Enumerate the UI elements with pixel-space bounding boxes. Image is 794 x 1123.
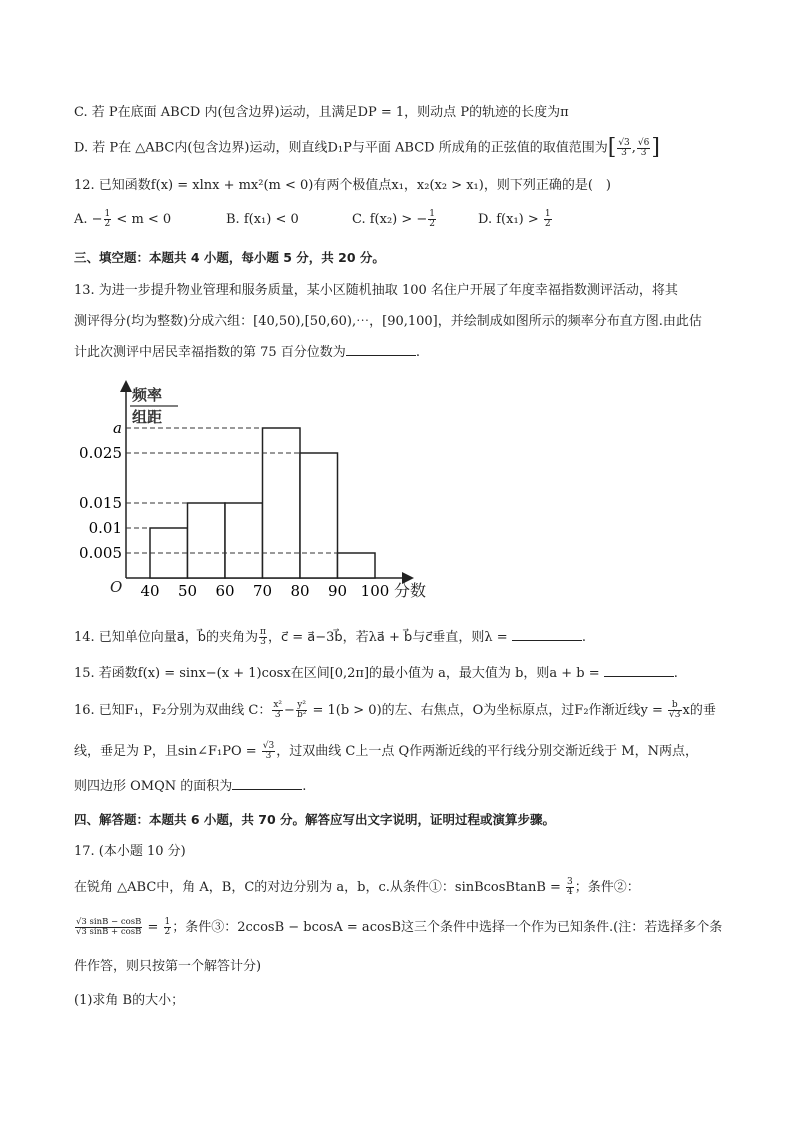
option-d: D. 若 P在 △ABC内(包含边界)运动，则直线D₁P与平面 ABCD 所成角的正弦值的取值范围为[ $\frac{√3}{3}$ , $\frac{√6}{3}$ ]: [74, 135, 660, 160]
q12-option-c: C. f(x₂) > − $\frac{1}{2}$: [352, 209, 436, 229]
y-label-bottom: 组距: [132, 408, 163, 426]
answer-blank-14: [512, 628, 582, 641]
question-17-line2: $\frac{√3 \sin B - \cos B}{√3 \sin B + \cos B}$ = $\frac{1}{2}$ ；条件③：2ccosB − bcosA = acosB这三个条件中选择一个作为已知条件.(注：若选择多个条: [76, 917, 723, 937]
question-12: 12. 已知函数f(x) = xlnx + mx²(m < 0)有两个极值点x₁，x₂(x₂ > x₁)，则下列正确的是( ): [74, 178, 611, 193]
range-low-fraction: $\frac{√3}{3}$: [618, 137, 630, 158]
question-16-line1: 16. 已知F₁，F₂分别为双曲线 C： $\frac{\text{x²}}{3}$ − $\frac{\text{y²}}{\text{b²}}$ = 1(b > 0)的左、右焦点，O为坐标原点，过F₂作渐近线y = $\frac{b}{√3}$ x的垂: [74, 700, 716, 720]
question-17-heading: 17. (本小题 10 分): [74, 844, 186, 859]
question-13-line1: 13. 为进一步提升物业管理和服务质量，某小区随机抽取 100 名住户开展了年度幸福指数测评活动，将其: [74, 283, 678, 298]
histogram-bar-5: [338, 553, 376, 578]
x-tick-label-0: 40: [140, 582, 160, 600]
question-13-line3: 计此次测评中居民幸福指数的第 75 百分位数为 .: [74, 345, 420, 360]
question-13-line2: 测评得分(均为整数)分成六组：[40,50),[50,60),⋯，[90,100]，并绘制成如图所示的频率分布直方图.由此估: [74, 314, 702, 329]
q12-option-d: D. f(x₁) > $\frac{1}{2}$: [478, 209, 551, 229]
histogram-bar-2: [225, 503, 263, 578]
q12-option-b: B. f(x₁) < 0: [226, 212, 299, 227]
x-tick-label-4: 80: [290, 582, 310, 600]
question-16-line3: 则四边形 OMQN 的面积为 .: [74, 779, 307, 794]
y-tick-label-4: a: [113, 419, 122, 437]
origin-label: O: [110, 578, 123, 596]
y-tick-label-2: 0.015: [79, 494, 122, 512]
y-tick-label-0: 0.005: [79, 544, 122, 562]
option-c: C. 若 P在底面 ABCD 内(包含边界)运动，且满足DP = 1，则动点 P的轨迹的长度为π: [74, 105, 569, 120]
y-tick-label-3: 0.025: [79, 444, 122, 462]
histogram-bar-4: [300, 453, 338, 578]
range-high-fraction: $\frac{√6}{3}$: [637, 137, 650, 158]
x-tick-label-3: 70: [252, 582, 273, 600]
bracket-left: [: [607, 135, 617, 160]
question-17-line3: 件作答，则只按第一个解答计分): [74, 959, 262, 974]
bracket-right: ]: [651, 135, 660, 160]
frequency-histogram: [70, 378, 427, 608]
section-3-heading: 三、填空题：本题共 4 小题，每小题 5 分，共 20 分。: [74, 250, 385, 265]
question-17-line1: 在锐角 △ABC中，角 A，B，C的对边分别为 a，b，c.从条件①：sinBcosBtanB = $\frac{3}{4}$ ；条件②：: [74, 877, 640, 897]
section-4-heading: 四、解答题：本题共 6 小题，共 70 分。解答应写出文字说明，证明过程或演算步骤。: [74, 812, 556, 827]
question-16-line2: 线，垂足为 P，且sin∠F₁PO = $\frac{√3}{3}$ ，过双曲线 C上一点 Q作两渐近线的平行线分别交渐近线于 M，N两点，: [74, 741, 698, 761]
answer-blank-16: [232, 777, 302, 790]
y-label-top: 频率: [132, 386, 163, 404]
x-tick-label-5: 90: [327, 582, 348, 600]
question-14: 14. 已知单位向量a⃗，b⃗的夹角为 $\frac{\pi}{3}$ ，c⃗ = a⃗−3b⃗，若λa⃗ + b⃗与c⃗垂直，则λ = .: [74, 627, 586, 647]
question-15: 15. 若函数f(x) = sinx−(x + 1)cosx在区间[0,2π]的最小值为 a，最大值为 b，则a + b = .: [74, 666, 678, 681]
histogram-bar-3: [263, 428, 301, 578]
q12-option-a: A. − $\frac{1}{2}$ < m < 0: [74, 209, 172, 229]
x-tick-label-6: 100: [360, 582, 390, 600]
y-tick-label-1: 0.01: [88, 519, 122, 537]
answer-blank-15: [604, 664, 674, 677]
x-axis-label: 分数: [394, 581, 427, 600]
answer-blank-13: [346, 343, 416, 356]
x-tick-label-2: 60: [215, 582, 235, 600]
x-tick-label-1: 50: [177, 582, 198, 600]
histogram-bar-1: [188, 503, 226, 578]
question-17-part1: (1)求角 B的大小；: [74, 993, 185, 1008]
